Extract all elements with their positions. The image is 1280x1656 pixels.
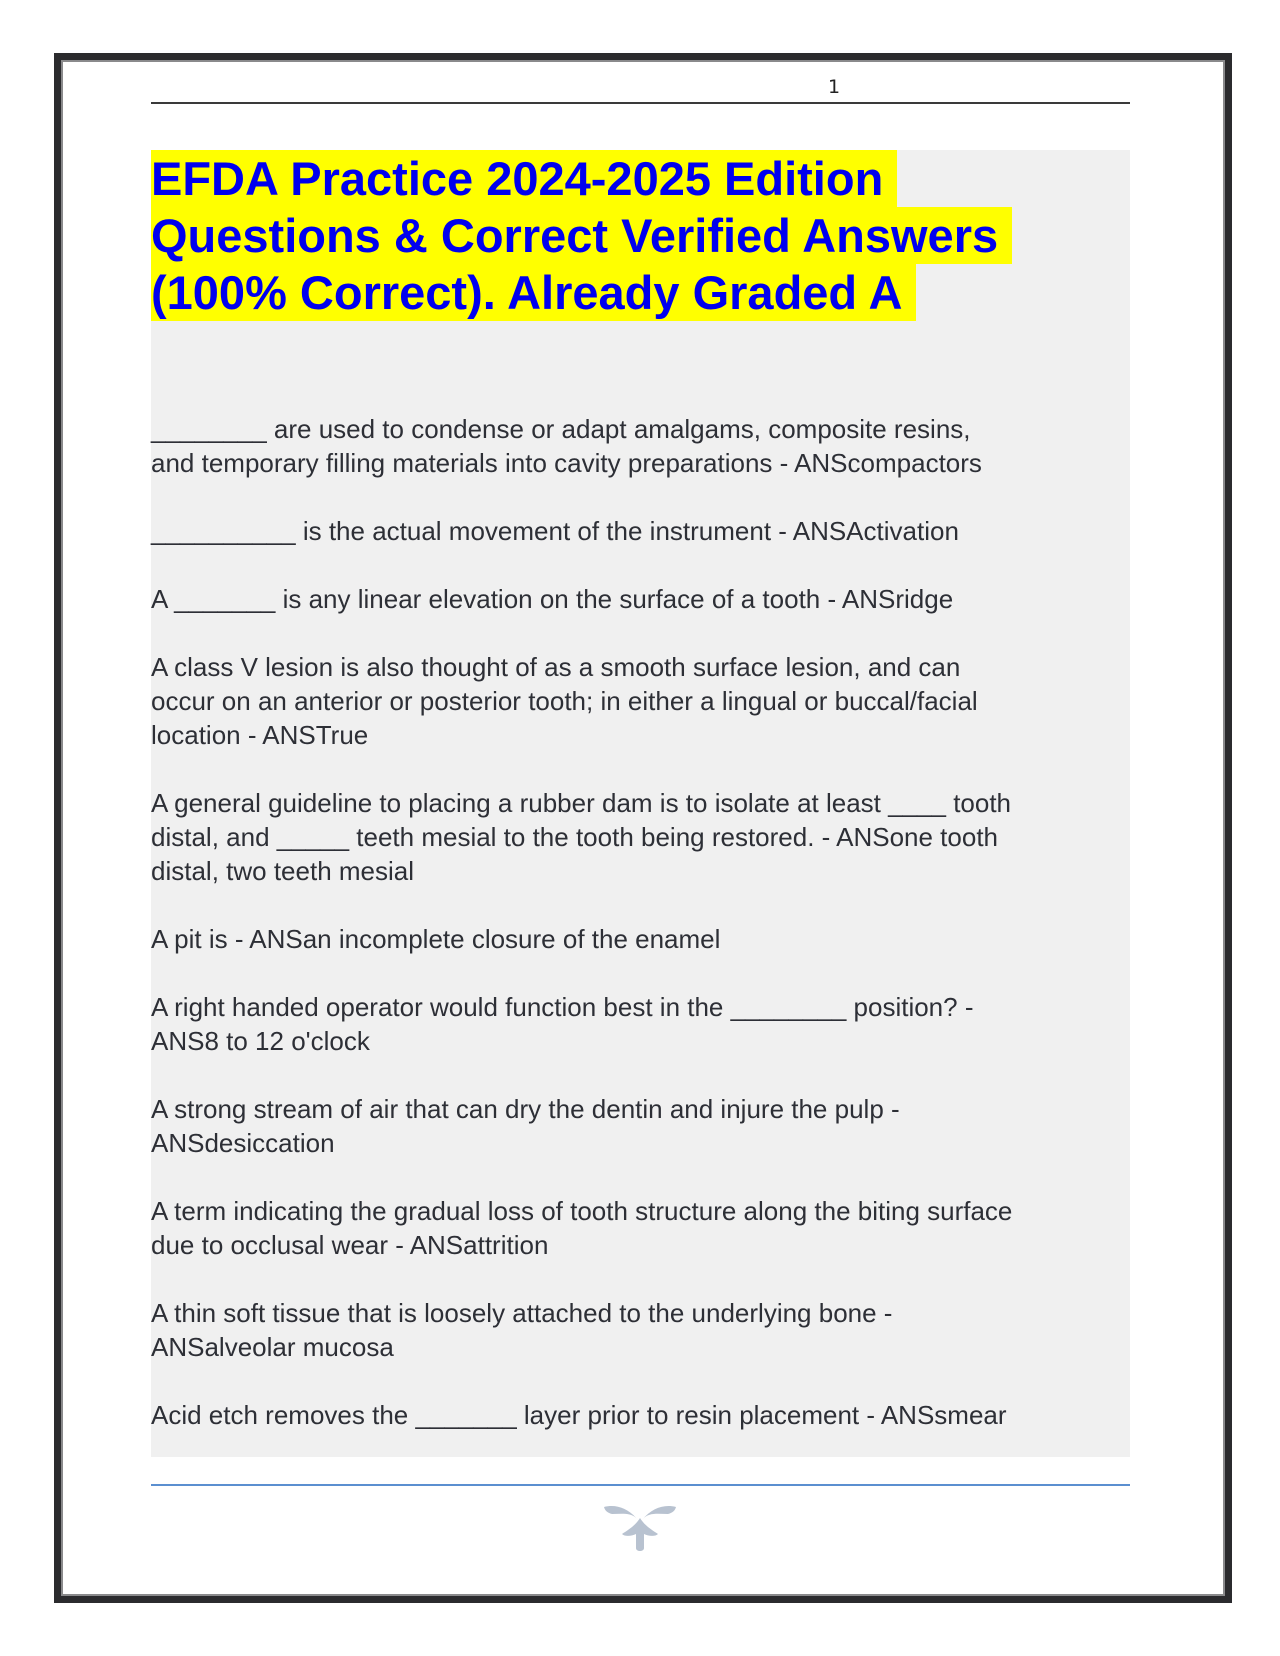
qa-entry bbox=[151, 412, 1130, 480]
qa-entry bbox=[151, 582, 1130, 616]
qa-entry bbox=[151, 1092, 1130, 1160]
qa-line: distal, two teeth mesial bbox=[151, 856, 415, 886]
title-line: Questions & Correct Verified Answers bbox=[151, 207, 1012, 264]
qa-entry bbox=[151, 990, 1130, 1058]
footer-divider bbox=[151, 1484, 1130, 1486]
qa-entry bbox=[151, 922, 1130, 956]
qa-line: A thin soft tissue that is loosely attached to the underlying bone - bbox=[151, 1298, 893, 1328]
qa-line: A pit is - ANSan incomplete closure of the enamel bbox=[151, 924, 721, 954]
document-title bbox=[151, 150, 1130, 321]
qa-line: ANSalveolar mucosa bbox=[151, 1332, 394, 1362]
title-line: (100% Correct). Already Graded A bbox=[151, 264, 916, 321]
qa-line: ANS8 to 12 o'clock bbox=[151, 1026, 370, 1056]
qa-line: location - ANSTrue bbox=[151, 720, 369, 750]
qa-line: A class V lesion is also thought of as a smooth surface lesion, and can bbox=[151, 652, 961, 682]
qa-line: A right handed operator would function best in the ________ position? - bbox=[151, 992, 974, 1022]
bird-logo-icon bbox=[602, 1504, 678, 1554]
qa-line: occur on an anterior or posterior tooth; in either a lingual or buccal/facial bbox=[151, 686, 978, 716]
qa-entry bbox=[151, 1194, 1130, 1262]
qa-line: Acid etch removes the _______ layer prior to resin placement - ANSsmear bbox=[151, 1400, 1007, 1430]
qa-line: __________ is the actual movement of the instrument - ANSActivation bbox=[151, 516, 959, 546]
qa-line: and temporary filling materials into cavity preparations - ANScompactors bbox=[151, 448, 982, 478]
qa-line: ANSdesiccation bbox=[151, 1128, 335, 1158]
page-number: 1 bbox=[828, 76, 841, 98]
header-divider bbox=[151, 102, 1130, 104]
question-answer-list bbox=[151, 412, 1130, 1466]
qa-entry bbox=[151, 1296, 1130, 1364]
qa-entry bbox=[151, 786, 1130, 888]
qa-entry bbox=[151, 514, 1130, 548]
qa-line: A strong stream of air that can dry the dentin and injure the pulp - bbox=[151, 1094, 900, 1124]
qa-line: A term indicating the gradual loss of tooth structure along the biting surface bbox=[151, 1196, 1013, 1226]
qa-entry bbox=[151, 650, 1130, 752]
qa-line: A _______ is any linear elevation on the surface of a tooth - ANSridge bbox=[151, 584, 954, 614]
qa-line: distal, and _____ teeth mesial to the tooth being restored. - ANSone tooth bbox=[151, 822, 999, 852]
qa-entry bbox=[151, 1398, 1130, 1432]
qa-line: ________ are used to condense or adapt amalgams, composite resins, bbox=[151, 414, 971, 444]
qa-line: A general guideline to placing a rubber dam is to isolate at least ____ tooth bbox=[151, 788, 1012, 818]
title-line: EFDA Practice 2024-2025 Edition bbox=[151, 150, 897, 207]
document-body bbox=[151, 150, 1130, 1457]
qa-line: due to occlusal wear - ANSattrition bbox=[151, 1230, 549, 1260]
